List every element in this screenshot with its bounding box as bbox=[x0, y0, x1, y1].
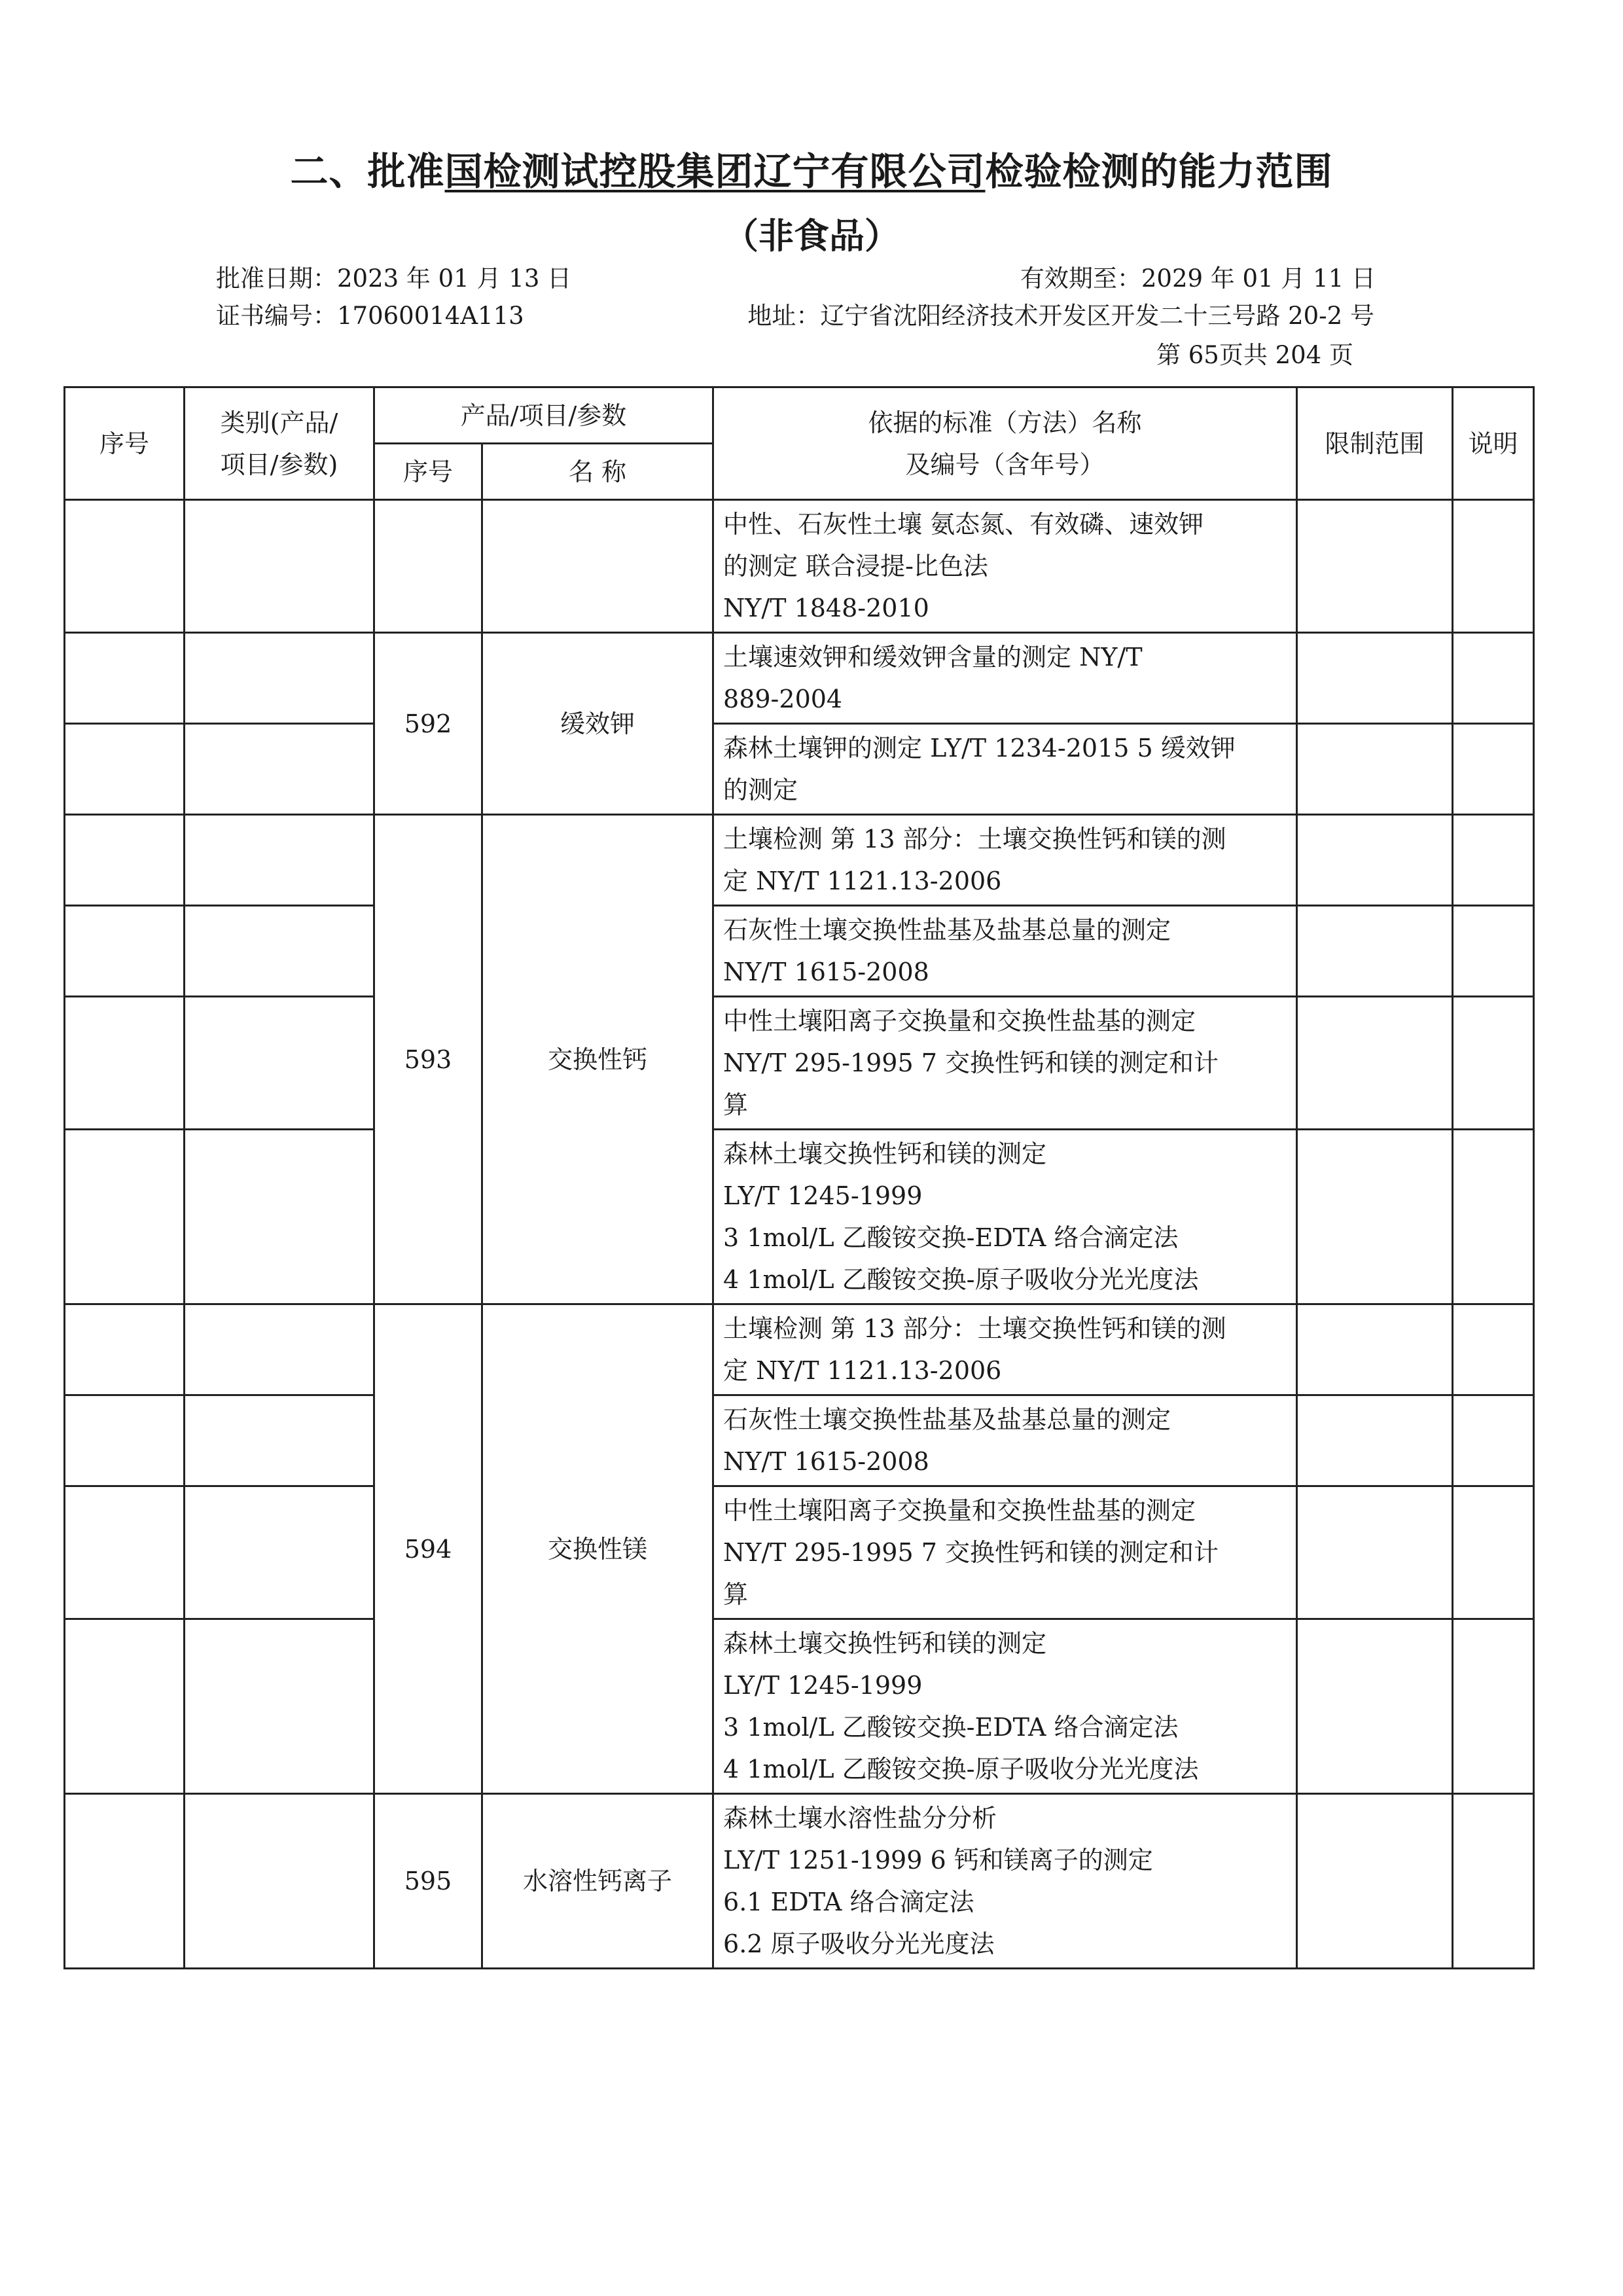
seq-cell bbox=[65, 1486, 185, 1619]
item-number-cell: 594 bbox=[374, 1304, 482, 1794]
page-info: 第 65页共 204 页 bbox=[1156, 341, 1353, 369]
standard-line: 中性、石灰性土壤 氨态氮、有效磷、速效钾 bbox=[723, 510, 1204, 539]
standard-line: NY/T 295-1995 7 交换性钙和镁的测定和计 bbox=[723, 1049, 1219, 1077]
seq-cell bbox=[65, 997, 185, 1130]
approval-date: 批准日期：2023 年 01 月 13 日 bbox=[216, 264, 572, 293]
table-row bbox=[65, 1395, 1534, 1486]
note-cell bbox=[1453, 1619, 1534, 1794]
header-note: 说明 bbox=[1453, 387, 1534, 500]
standard-line: 中性土壤阳离子交换量和交换性盐基的测定 bbox=[723, 1007, 1196, 1035]
header-seq: 序号 bbox=[65, 387, 185, 500]
table-row bbox=[65, 997, 1534, 1130]
seq-cell bbox=[65, 500, 185, 633]
standard-line: NY/T 1615-2008 bbox=[723, 958, 929, 986]
item-number-cell: 592 bbox=[374, 633, 482, 815]
limit-cell bbox=[1297, 815, 1453, 906]
standard-line: 森林土壤交换性钙和镁的测定 bbox=[723, 1139, 1047, 1168]
standard-cell bbox=[713, 1395, 1297, 1486]
table-row bbox=[65, 906, 1534, 997]
standard-line: 3 1mol/L 乙酸铵交换-EDTA 络合滴定法 bbox=[723, 1713, 1179, 1742]
standard-cell bbox=[713, 815, 1297, 906]
standard-cell bbox=[713, 906, 1297, 997]
document-title bbox=[0, 141, 1623, 196]
item-name-cell: 交换性钙 bbox=[482, 815, 713, 1304]
category-cell bbox=[185, 1486, 374, 1619]
standard-line: 石灰性土壤交换性盐基及盐基总量的测定 bbox=[723, 1405, 1171, 1434]
limit-cell bbox=[1297, 500, 1453, 633]
standard-line: 森林土壤钾的测定 LY/T 1234-2015 5 缓效钾 bbox=[723, 734, 1236, 762]
category-cell bbox=[185, 815, 374, 906]
standard-line: 土壤速效钾和缓效钾含量的测定 NY/T bbox=[723, 643, 1143, 672]
limit-cell bbox=[1297, 1619, 1453, 1794]
category-cell bbox=[185, 1619, 374, 1794]
table-row bbox=[65, 1619, 1534, 1794]
item-name-cell bbox=[482, 500, 713, 633]
note-cell bbox=[1453, 997, 1534, 1130]
standard-line: 4 1mol/L 乙酸铵交换-原子吸收分光光度法 bbox=[723, 1755, 1199, 1784]
note-cell bbox=[1453, 1794, 1534, 1969]
standard-line: 算 bbox=[723, 1090, 749, 1119]
table-row bbox=[65, 1486, 1534, 1619]
note-cell bbox=[1453, 815, 1534, 906]
table-row bbox=[65, 724, 1534, 815]
standard-line: 森林土壤交换性钙和镁的测定 bbox=[723, 1629, 1047, 1658]
category-cell bbox=[185, 1304, 374, 1395]
standard-line: 中性土壤阳离子交换量和交换性盐基的测定 bbox=[723, 1496, 1196, 1525]
table-row bbox=[65, 500, 1534, 633]
category-cell bbox=[185, 724, 374, 815]
note-cell bbox=[1453, 1130, 1534, 1304]
standard-line: 算 bbox=[723, 1580, 749, 1609]
standard-line: 的测定 bbox=[723, 776, 798, 804]
standard-cell bbox=[713, 1619, 1297, 1794]
category-cell bbox=[185, 500, 374, 633]
seq-cell bbox=[65, 1130, 185, 1304]
header-category-line1: 类别(产品/ bbox=[220, 408, 338, 437]
header-category-line2: 项目/参数) bbox=[220, 450, 338, 479]
header-limit: 限制范围 bbox=[1297, 387, 1453, 500]
standard-line: 森林土壤水溶性盐分分析 bbox=[723, 1804, 997, 1833]
standard-line: LY/T 1251-1999 6 钙和镁离子的测定 bbox=[723, 1846, 1153, 1874]
standard-cell bbox=[713, 1130, 1297, 1304]
header-standard bbox=[713, 387, 1297, 500]
note-cell bbox=[1453, 500, 1534, 633]
category-cell bbox=[185, 906, 374, 997]
standard-line: 的测定 联合浸提-比色法 bbox=[723, 552, 988, 581]
standard-line: 土壤检测 第 13 部分：土壤交换性钙和镁的测 bbox=[723, 825, 1226, 853]
seq-cell bbox=[65, 906, 185, 997]
note-cell bbox=[1453, 1486, 1534, 1619]
standard-line: 6.1 EDTA 络合滴定法 bbox=[723, 1888, 974, 1916]
valid-until: 有效期至：2029 年 01 月 11 日 bbox=[1020, 264, 1376, 293]
note-cell bbox=[1453, 906, 1534, 997]
category-cell bbox=[185, 997, 374, 1130]
scope-table bbox=[63, 386, 1535, 1969]
standard-line: 3 1mol/L 乙酸铵交换-EDTA 络合滴定法 bbox=[723, 1223, 1179, 1252]
note-cell bbox=[1453, 1304, 1534, 1395]
standard-cell bbox=[713, 724, 1297, 815]
standard-cell bbox=[713, 997, 1297, 1130]
header-standard-line1: 依据的标准（方法）名称 bbox=[868, 408, 1142, 437]
scope-table-body bbox=[65, 500, 1534, 1969]
standard-line: 定 NY/T 1121.13-2006 bbox=[723, 1356, 1002, 1385]
item-name-cell: 交换性镁 bbox=[482, 1304, 713, 1794]
standard-line: 6.2 原子吸收分光光度法 bbox=[723, 1929, 995, 1958]
limit-cell bbox=[1297, 633, 1453, 724]
table-row bbox=[65, 1794, 1534, 1969]
category-cell bbox=[185, 1794, 374, 1969]
header-category bbox=[185, 387, 374, 500]
title-company: 国检测试控股集团辽宁有限公司 bbox=[444, 149, 986, 194]
standard-line: 4 1mol/L 乙酸铵交换-原子吸收分光光度法 bbox=[723, 1265, 1199, 1294]
item-number-cell: 593 bbox=[374, 815, 482, 1304]
title-suffix: 检验检测的能力范围 bbox=[985, 149, 1333, 194]
header-standard-line2: 及编号（含年号） bbox=[905, 450, 1105, 479]
document-subtitle: （非食品） bbox=[723, 215, 900, 257]
item-name-cell: 水溶性钙离子 bbox=[482, 1794, 713, 1969]
header-sub-seq: 序号 bbox=[374, 444, 482, 500]
seq-cell bbox=[65, 1395, 185, 1486]
seq-cell bbox=[65, 633, 185, 724]
standard-cell bbox=[713, 500, 1297, 633]
category-cell bbox=[185, 633, 374, 724]
limit-cell bbox=[1297, 906, 1453, 997]
seq-cell bbox=[65, 1794, 185, 1969]
header-product-group: 产品/项目/参数 bbox=[374, 387, 713, 444]
category-cell bbox=[185, 1395, 374, 1486]
limit-cell bbox=[1297, 997, 1453, 1130]
standard-line: NY/T 1615-2008 bbox=[723, 1447, 929, 1476]
table-row bbox=[65, 1130, 1534, 1304]
table-row bbox=[65, 1304, 1534, 1395]
limit-cell bbox=[1297, 1395, 1453, 1486]
standard-cell bbox=[713, 1794, 1297, 1969]
note-cell bbox=[1453, 724, 1534, 815]
item-number-cell: 595 bbox=[374, 1794, 482, 1969]
limit-cell bbox=[1297, 1304, 1453, 1395]
standard-line: LY/T 1245-1999 bbox=[723, 1181, 923, 1210]
limit-cell bbox=[1297, 1794, 1453, 1969]
standard-line: NY/T 1848-2010 bbox=[723, 594, 929, 622]
standard-line: 定 NY/T 1121.13-2006 bbox=[723, 867, 1002, 895]
standard-line: 889-2004 bbox=[723, 685, 843, 713]
standard-cell bbox=[713, 1304, 1297, 1395]
seq-cell bbox=[65, 1619, 185, 1794]
seq-cell bbox=[65, 1304, 185, 1395]
standard-line: LY/T 1245-1999 bbox=[723, 1671, 923, 1700]
certificate-number: 证书编号：17060014A113 bbox=[216, 302, 524, 330]
standard-line: NY/T 295-1995 7 交换性钙和镁的测定和计 bbox=[723, 1538, 1219, 1567]
category-cell bbox=[185, 1130, 374, 1304]
note-cell bbox=[1453, 633, 1534, 724]
standard-line: 石灰性土壤交换性盐基及盐基总量的测定 bbox=[723, 916, 1171, 944]
standard-cell bbox=[713, 1486, 1297, 1619]
header-sub-name: 名 称 bbox=[482, 444, 713, 500]
table-row bbox=[65, 815, 1534, 906]
limit-cell bbox=[1297, 724, 1453, 815]
note-cell bbox=[1453, 1395, 1534, 1486]
standard-line: 土壤检测 第 13 部分：土壤交换性钙和镁的测 bbox=[723, 1314, 1226, 1343]
item-name-cell: 缓效钾 bbox=[482, 633, 713, 815]
limit-cell bbox=[1297, 1486, 1453, 1619]
seq-cell bbox=[65, 815, 185, 906]
table-row bbox=[65, 633, 1534, 724]
title-prefix: 二、批准 bbox=[290, 149, 445, 194]
standard-cell bbox=[713, 633, 1297, 724]
seq-cell bbox=[65, 724, 185, 815]
item-number-cell bbox=[374, 500, 482, 633]
address: 地址：辽宁省沈阳经济技术开发区开发二十三号路 20-2 号 bbox=[747, 302, 1374, 330]
limit-cell bbox=[1297, 1130, 1453, 1304]
